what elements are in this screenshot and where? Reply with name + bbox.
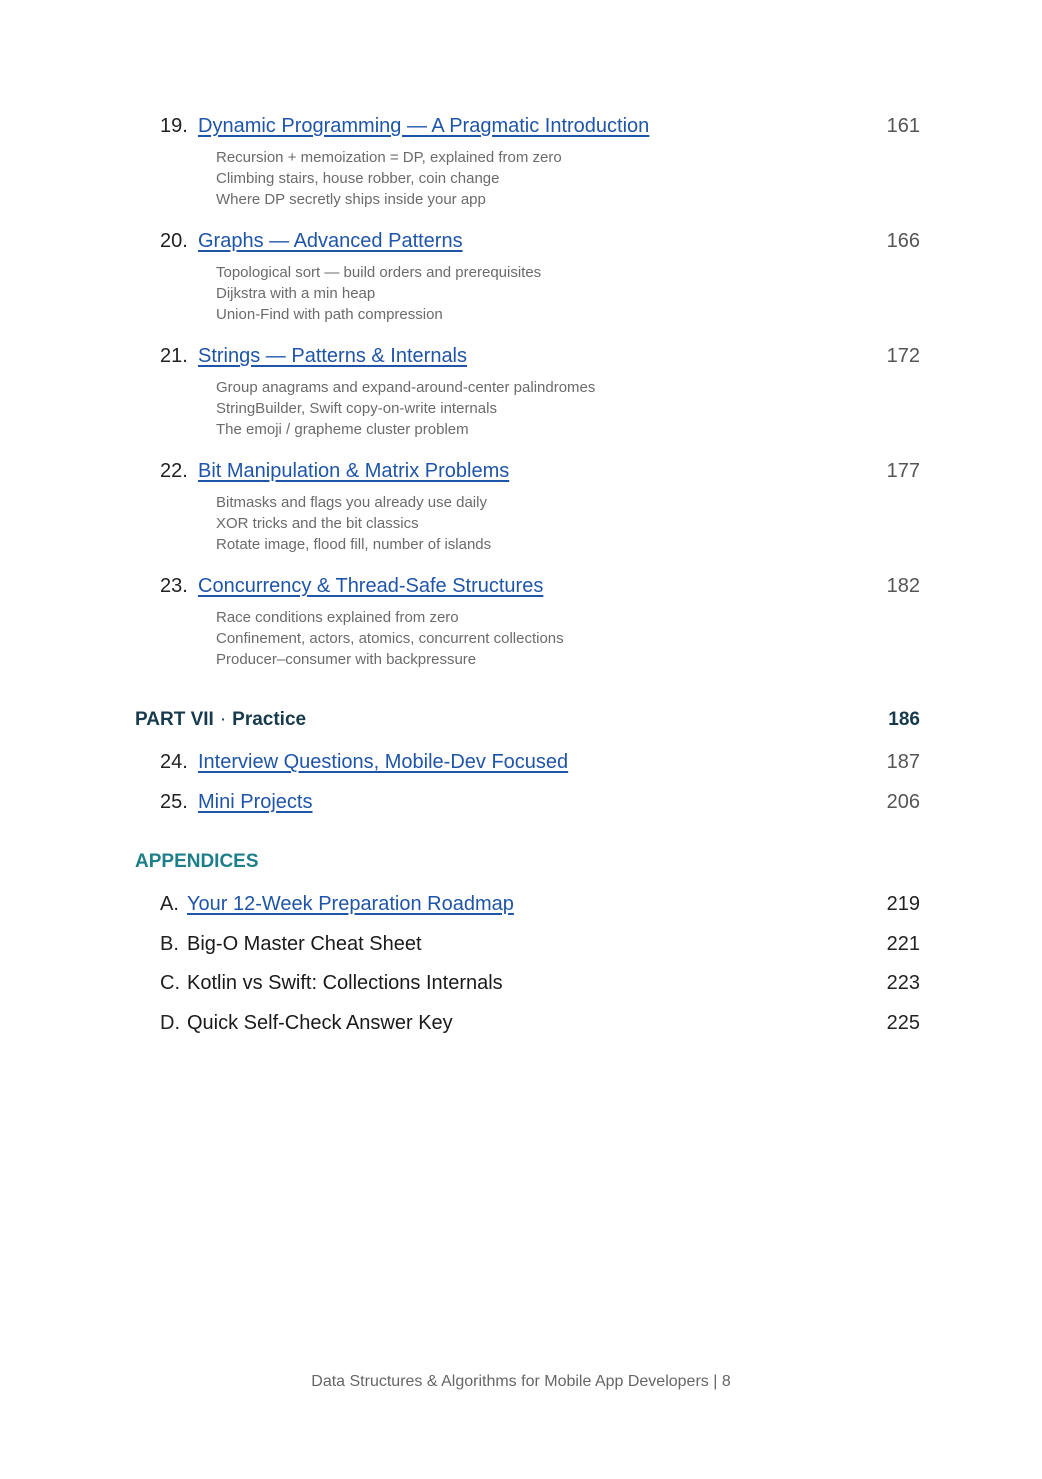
appendix-letter: B. [160,933,179,955]
part-heading [135,706,920,734]
appendix-letter: C. [160,972,180,994]
subtopic: Recursion + memoization = DP, explained from zero [216,149,562,166]
appendices-heading: APPENDICES [135,851,259,872]
chapter-number: 25. [160,791,188,813]
appendix-link[interactable]: Your 12-Week Preparation Roadmap [187,893,514,915]
chapter-number: 20. [160,230,188,252]
appendix-title: Kotlin vs Swift: Collections Internals [187,972,503,994]
page-number: 187 [886,751,920,773]
subtopic: Union-Find with path compression [216,306,443,323]
appendix-title: Big-O Master Cheat Sheet [187,933,422,955]
toc-entry-24 [160,748,920,776]
part-title [135,706,306,734]
appendix-entry-b [160,930,920,958]
subtopic: Producer–consumer with backpressure [216,651,477,668]
chapter-subtopics [216,262,816,325]
chapter-link[interactable]: Interview Questions, Mobile-Dev Focused [198,751,569,773]
appendix-entry-d [160,1009,920,1037]
appendix-entry-a [160,890,920,918]
chapter-link[interactable]: Mini Projects [198,791,313,813]
appendix-entry-c [160,969,920,997]
part-number: PART VII [135,709,214,730]
chapter-link[interactable]: Bit Manipulation & Matrix Problems [198,460,510,482]
part-name: Practice [232,709,307,730]
chapter-subtopics [216,607,816,670]
toc-entry-21 [160,342,920,370]
subtopic: StringBuilder, Swift copy-on-write internals [216,400,497,417]
part-page-number: 186 [888,709,920,730]
page-number: 225 [886,1012,920,1034]
part-separator: · [219,709,227,730]
appendix-title: Quick Self-Check Answer Key [187,1012,453,1034]
subtopic: Where DP secretly ships inside your app [216,191,486,208]
chapter-subtopics [216,492,816,555]
chapter-subtopics [216,377,816,440]
toc-entry-19 [160,112,920,140]
toc-entry-22 [160,457,920,485]
appendix-letter: D. [160,1012,180,1034]
subtopic: Dijkstra with a min heap [216,285,376,302]
chapter-subtopics [216,147,816,210]
subtopic: Climbing stairs, house robber, coin change [216,170,500,187]
page-number: 172 [886,345,920,367]
chapter-link[interactable]: Strings — Patterns & Internals [198,345,468,367]
page-number: 161 [886,115,920,137]
subtopic: The emoji / grapheme cluster problem [216,421,469,438]
page-number: 166 [886,230,920,252]
subtopic: XOR tricks and the bit classics [216,515,419,532]
toc-entry-20 [160,227,920,255]
chapter-number: 19. [160,115,188,137]
toc-entry-23 [160,572,920,600]
chapter-number: 21. [160,345,188,367]
page-number: 182 [886,575,920,597]
subtopic: Topological sort — build orders and prerequisites [216,264,542,281]
subtopic: Rotate image, flood fill, number of islands [216,536,492,553]
chapter-number: 22. [160,460,188,482]
subtopic: Confinement, actors, atomics, concurrent collections [216,630,564,647]
appendix-letter: A. [160,893,179,915]
page-number: 206 [886,791,920,813]
chapter-link[interactable]: Dynamic Programming — A Pragmatic Introduction [198,115,650,137]
page-number: 219 [886,893,920,915]
subtopic: Bitmasks and flags you already use daily [216,494,487,511]
page-number: 223 [886,972,920,994]
page-footer: Data Structures & Algorithms for Mobile App Developers | 8 [311,1373,731,1390]
chapter-link[interactable]: Concurrency & Thread-Safe Structures [198,575,544,597]
toc-entry-25 [160,788,920,816]
subtopic: Group anagrams and expand-around-center palindromes [216,379,596,396]
chapter-link[interactable]: Graphs — Advanced Patterns [198,230,463,252]
chapter-number: 24. [160,751,188,773]
chapter-number: 23. [160,575,188,597]
subtopic: Race conditions explained from zero [216,609,459,626]
page-number: 177 [886,460,920,482]
page-number: 221 [886,933,920,955]
